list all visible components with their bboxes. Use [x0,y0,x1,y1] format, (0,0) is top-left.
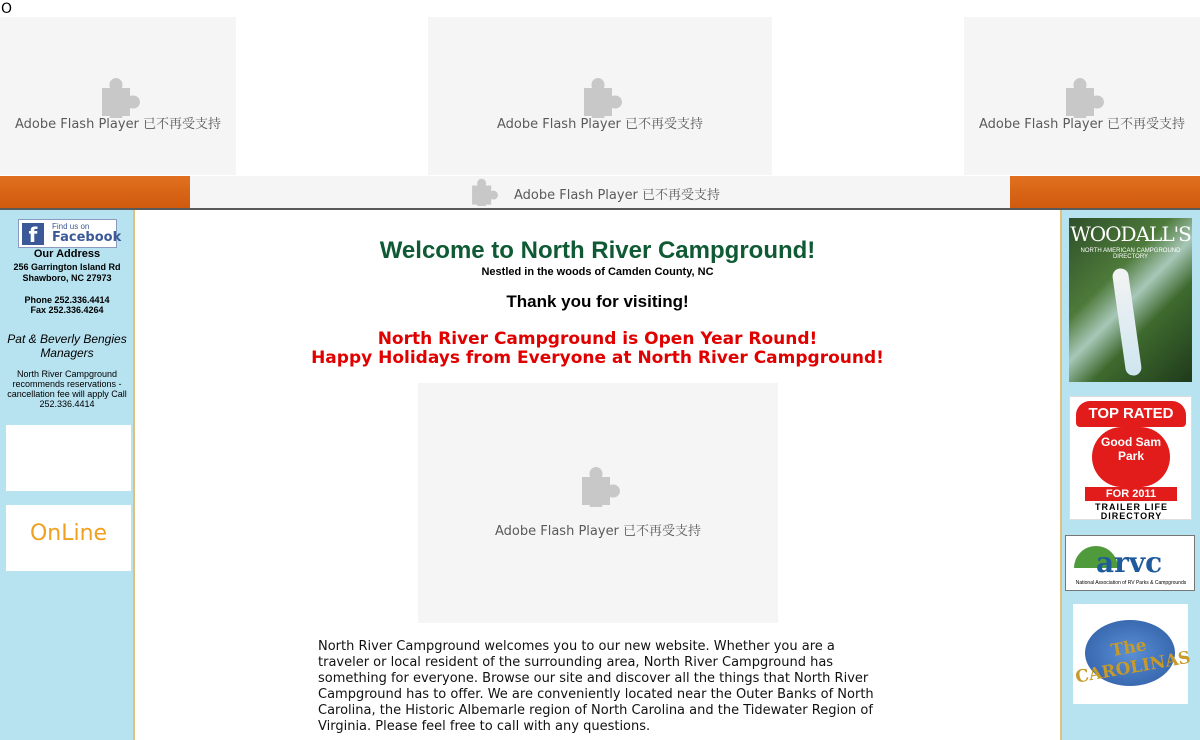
phone-number: Phone 252.336.4414 [24,295,110,305]
puzzle-icon [468,176,498,206]
online-label: OnLine [29,521,108,546]
orange-bar-left [0,176,190,208]
facebook-link[interactable] [18,219,122,248]
puzzle-icon [578,74,622,118]
address-line1: 256 Garrington Island Rd [13,262,121,272]
page-subtitle: Nestled in the woods of Camden County, NC [481,266,714,278]
good-sam-logo: Good Sam Park [1092,427,1170,487]
fax-number: Fax 252.336.4264 [30,305,104,315]
manager-names: Pat & Beverly Bengies [7,332,127,346]
header-divider [0,208,1200,210]
woodalls-title: WOODALL'S [1070,222,1191,246]
manager-role: Managers [40,346,94,360]
arvc-title: arvc [1096,546,1163,579]
managers-block [0,332,134,360]
thank-you-text: Thank you for visiting! [506,292,689,311]
left-sidebar-border [133,210,135,740]
puzzle-icon [1060,74,1104,118]
right-sidebar-border [1060,210,1062,740]
flash-placeholder-right[interactable] [964,17,1200,175]
flash-placeholder-left[interactable] [0,17,236,175]
puzzle-icon [576,463,620,507]
top-character: O [1,1,13,17]
top-rated-ribbon: TOP RATED [1076,401,1186,427]
reservation-note: North River Campground recommends reservations - cancellation fee will apply Call 252.336.4414 [7,369,127,409]
flash-placeholder-center[interactable] [428,17,772,175]
flash-message: Adobe Flash Player 已不再受支持 [15,117,222,132]
facebook-find-text: Find us on [52,222,90,231]
flash-message: Adobe Flash Player 已不再受支持 [497,117,704,132]
holidays-text: Happy Holidays from Everyone at North River Campground! [311,348,884,368]
arvc-badge[interactable] [1065,535,1195,591]
badge-year: FOR 2011 [1085,487,1177,501]
welcome-paragraph: North River Campground welcomes you to our new website. Whether you are a traveler or local resident of the surrounding area, North River Campground has something for everyone. Browse our site and discover all the things that North River Campground has to offer. We are conveniently located near the Outer Banks of North Carolina, the Historic Albemarle region of North Carolina and the Tidewater Region of Virginia. Please feel free to call with any questions. [318,639,874,734]
facebook-name: Facebook [52,230,122,245]
address-line2: Shawboro, NC 27973 [22,273,112,283]
page-title: Welcome to North River Campground! [379,237,816,264]
arvc-subtitle: National Association of RV Parks & Campgrounds [1075,580,1187,586]
waterfall-graphic [1112,267,1143,376]
facebook-icon: f [22,223,44,245]
woodalls-badge[interactable] [1069,218,1192,382]
good-sam-badge[interactable] [1069,396,1192,520]
carolinas-badge[interactable] [1073,604,1193,704]
flash-message: Adobe Flash Player 已不再受支持 [979,117,1186,132]
woodalls-subtitle: NORTH AMERICAN CAMPGROUND DIRECTORY [1080,248,1181,260]
flash-message: Adobe Flash Player 已不再受支持 [514,188,721,203]
flash-placeholder-main[interactable] [418,383,778,623]
orange-bar-right [1010,176,1200,208]
flash-placeholder-nav[interactable] [190,176,1010,208]
left-blank-widget [6,425,131,491]
carolinas-title: The CAROLINAS [1073,635,1193,688]
open-year-round-text: North River Campground is Open Year Round! [377,329,818,349]
trailer-life-text: TRAILER LIFE DIRECTORY [1095,502,1168,521]
address-title: Our Address [33,248,101,260]
puzzle-icon [96,74,140,118]
online-widget[interactable] [6,505,131,571]
flash-message: Adobe Flash Player 已不再受支持 [495,524,702,539]
